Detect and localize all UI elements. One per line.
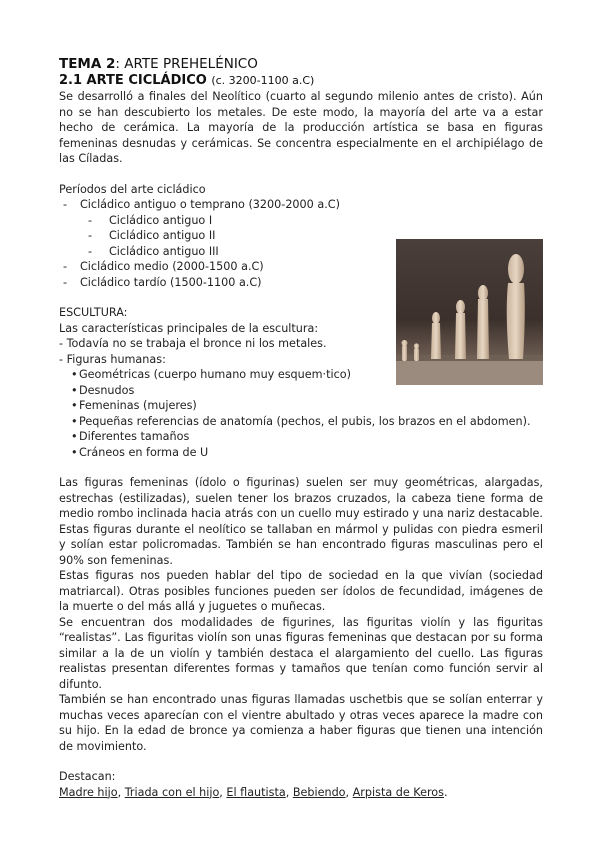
periods-heading: Períodos del arte cicládico	[59, 182, 206, 196]
dash: -	[63, 260, 68, 273]
body-paragraph: Estas figuras nos pueden hablar del tipo de sociedad en la que vivían (sociedad matriarcal). Otras posibles funciones pueden ser ídolos de fecundidad, imágenes de la muerte o del más allá y juguetes o muñecas.	[59, 569, 543, 613]
sculpture-line: - Todavía no se trabaja el bronce ni los metales.	[59, 337, 327, 350]
dash: -	[88, 244, 93, 258]
list-item	[59, 213, 543, 229]
link-el-flautista[interactable]: El flautista	[226, 785, 286, 799]
document-page	[59, 56, 543, 800]
figurines-illustration	[396, 239, 543, 385]
dash: -	[88, 229, 93, 242]
sculpture-intro: Las características principales de la escultura:	[59, 321, 319, 335]
highlights-heading: Destacan:	[59, 770, 116, 783]
body-paragraph: Se encuentran dos modalidades de figurines, las figuritas violín y las figuritas “realistas”. Las figuritas violín son unas figuras femeninas que destacan por su forma similar a la de un violín y también destaca el alargamiento del cuello. Las figuras realistas presentan diferentes formas y tamaños que tenían como función servir al difunto.	[59, 615, 543, 691]
highlights-links	[59, 785, 543, 801]
list-item	[59, 445, 543, 461]
sculpture-heading: ESCULTURA:	[59, 306, 128, 319]
list-item	[59, 414, 543, 430]
bullet: •	[71, 383, 78, 397]
list-item	[59, 398, 543, 414]
body-paragraph: También se han encontrado unas figuras llamadas uschetbis que se solían enterrar y muchas veces aparecían con el vientre abultado y otras veces aparece la madre con su hijo. En la edad de bronce ya comienza a haber figuras que tienen una intención de movimiento.	[59, 693, 543, 753]
dash: -	[63, 275, 68, 289]
cycladic-figurines-photo	[396, 239, 543, 385]
bullet: •	[71, 430, 78, 443]
section-date: (c. 3200-1100 a.C)	[211, 74, 315, 87]
list-item	[59, 197, 543, 213]
list-item-text: Cicládico antiguo o temprano (3200-2000 a.C)	[80, 198, 340, 211]
list-item-text: Desnudos	[79, 383, 135, 397]
separator: ,	[117, 785, 125, 799]
list-item-text: Cicládico antiguo I	[109, 213, 213, 227]
bullet: •	[71, 368, 78, 381]
list-item-text: Diferentes tamaños	[79, 430, 190, 443]
link-madre-hijo[interactable]: Madre hijo	[59, 785, 118, 799]
list-item-text: Cicládico medio (2000-1500 a.C)	[80, 260, 264, 273]
bullet: •	[71, 414, 78, 428]
dash: -	[88, 213, 93, 227]
list-item-text: Geométricas (cuerpo humano muy esquem·tico)	[79, 368, 351, 381]
list-item-text: Cicládico tardío (1500-1100 a.C)	[80, 275, 262, 289]
separator: ,	[285, 785, 293, 799]
separator: ,	[345, 785, 353, 799]
separator: ,	[219, 785, 227, 799]
link-bebiendo[interactable]: Bebiendo	[292, 785, 346, 799]
list-item	[59, 429, 543, 445]
topic-name: : ARTE PREHELÉNICO	[115, 56, 258, 72]
body-paragraph: Las figuras femeninas (ídolo o figurinas) suelen ser muy geométricas, alargadas, estrechas (estilizadas), suelen tener los brazos cruzados, la cabeza tiene forma de medio rombo inclinada hacia atrás con un cuello muy estirado y una nariz destacable. Estas figuras durante el neolítico se tallaban en mármol y pulidas con piedra esmeril y solían estar policromadas. También se han encontrado figuras masculinas pero el 90% son femeninas.	[59, 476, 543, 567]
link-arpista-de-keros[interactable]: Arpista de Keros	[352, 785, 444, 799]
dash: -	[63, 198, 68, 211]
sculpture-line: - Figuras humanas:	[59, 352, 166, 366]
list-item-text: Cicládico antiguo II	[109, 229, 216, 242]
section-title	[59, 73, 543, 89]
topic-title	[59, 56, 543, 73]
list-item-text: Femeninas (mujeres)	[79, 399, 197, 412]
list-item-text: Cráneos en forma de U	[79, 445, 209, 459]
list-item-text: Cicládico antiguo III	[109, 244, 219, 258]
topic-label: TEMA 2	[59, 56, 116, 72]
bullet: •	[71, 445, 78, 459]
intro-paragraph: Se desarrolló a finales del Neolítico (cuarto al segundo milenio antes de cristo). Aún no se han descubierto los metales. De este modo, la mayoría del arte va a estar hecho de cerámica. La mayoría de la producción artística se basa en figuras femeninas desnudas y cerámicas. Se concentra especialmente en el archipiélago de las Cíladas.	[59, 90, 543, 165]
period-mark: .	[443, 785, 448, 799]
bullet: •	[71, 399, 78, 412]
section-title-text: 2.1 ARTE CICLÁDICO	[59, 73, 207, 88]
link-triada-con-el-hijo[interactable]: Triada con el hijo	[124, 785, 220, 799]
list-item-text: Pequeñas referencias de anatomía (pechos, el pubis, los brazos en el abdomen).	[79, 414, 531, 428]
